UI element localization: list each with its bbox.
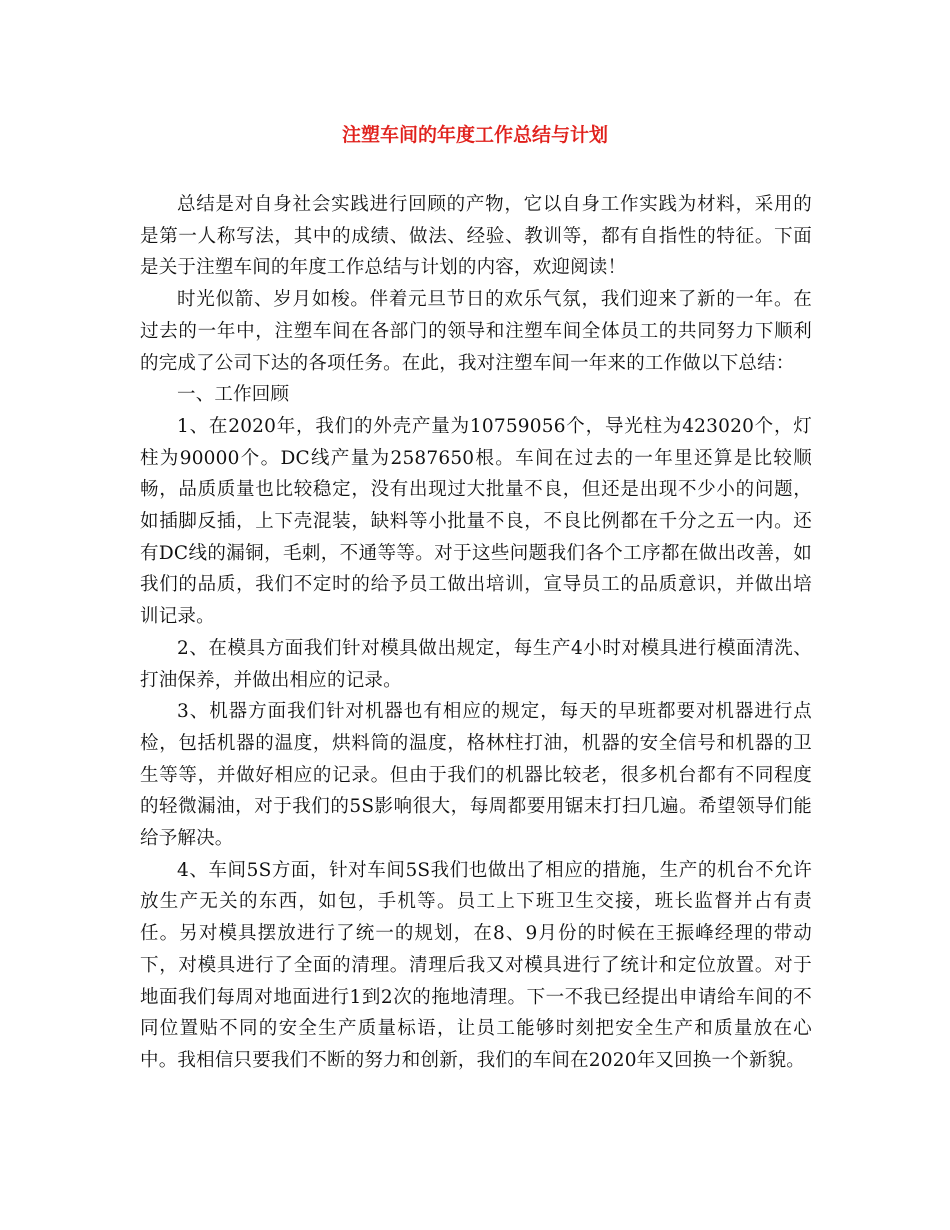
paragraph-item-1-output: 1、在2020年，我们的外壳产量为10759056个，导光柱为423020个，灯柱为90000个。DC线产量为2587650根。车间在过去的一年里还算是比较顺畅，品质质量也比较稳定，没有出现过大批量不良，但还是出现不少小的问题，如插脚反插，上下壳混装，缺料等小批量不良，不良比例都在千分之五一内。还有DC线的漏铜，毛刺，不通等等。对于这些问题我们各个工序都在做出改善，如我们的品质，我们不定时的给予员工做出培训，宣导员工的品质意识，并做出培训记录。 <box>140 415 812 628</box>
paragraph-item-3-machines: 3、机器方面我们针对机器也有相应的规定，每天的早班都要对机器进行点检，包括机器的温度，烘料筒的温度，格林柱打油，机器的安全信号和机器的卫生等等，并做好相应的记录。但由于我们的机器比较老，很多机台都有不同程度的轻微漏油，对于我们的5S影响很大，每周都要用锯末打扫几遍。希望领导们能给予解决。 <box>140 701 812 850</box>
paragraph-item-4-5s: 4、车间5S方面，针对车间5S我们也做出了相应的措施，生产的机台不允许放生产无关的东西，如包，手机等。员工上下班卫生交接，班长监督并占有责任。另对模具摆放进行了统一的规划，在8、9月份的时候在王振峰经理的带动下，对模具进行了全面的清理。清理后我又对模具进行了统计和定位放置。对于地面我们每周对地面进行1到2次的拖地清理。下一不我已经提出申请给车间的不同位置贴不同的安全生产质量标语，让员工能够时刻把安全生产和质量放在心中。我相信只要我们不断的努力和创新，我们的车间在2020年又回换一个新貌。 <box>140 859 812 1071</box>
paragraph-opening: 时光似箭、岁月如梭。伴着元旦节日的欢乐气氛，我们迎来了新的一年。在过去的一年中，注塑车间在各部门的领导和注塑车间全体员工的共同努力下顺利的完成了公司下达的各项任务。在此，我对注塑车间一年来的工作做以下总结： <box>140 289 812 374</box>
paragraph-item-2-molds: 2、在模具方面我们针对模具做出规定，每生产4小时对模具进行模面清洗、打油保养，并做出相应的记录。 <box>140 637 812 691</box>
document-title: 注塑车间的年度工作总结与计划 <box>341 124 608 146</box>
paragraph-intro: 总结是对自身社会实践进行回顾的产物，它以自身工作实践为材料，采用的是第一人称写法，其中的成绩、做法、经验、教训等，都有自指性的特征。下面是关于注塑车间的年度工作总结与计划的内容，欢迎阅读！ <box>140 194 812 279</box>
section-heading-work-review: 一、工作回顾 <box>177 384 290 406</box>
document-body <box>140 189 812 1077</box>
